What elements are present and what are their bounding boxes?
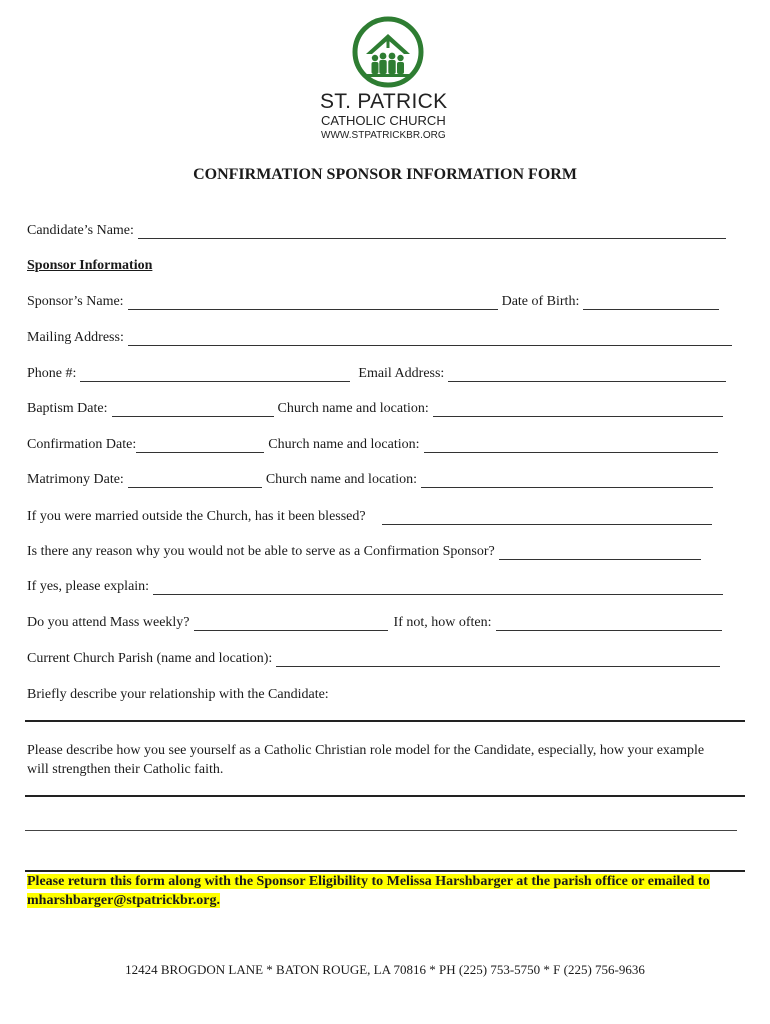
candidate-name-label: Candidate’s Name:	[27, 223, 134, 238]
married-outside-field[interactable]	[382, 510, 712, 525]
mailing-address-field[interactable]	[128, 331, 732, 346]
org-subtitle: CATHOLIC CHURCH	[321, 113, 446, 128]
baptism-church-label: Church name and location:	[277, 401, 429, 416]
mailing-address-row	[27, 328, 732, 346]
baptism-row	[27, 399, 723, 417]
confirmation-date-label: Confirmation Date:	[27, 437, 137, 452]
married-outside-row	[27, 507, 712, 525]
explain-label: If yes, please explain:	[27, 579, 150, 594]
sponsor-name-label: Sponsor’s Name:	[27, 294, 124, 309]
how-often-field[interactable]	[496, 616, 722, 631]
phone-field[interactable]	[80, 367, 350, 382]
candidate-name-field[interactable]	[138, 224, 726, 239]
phone-label: Phone #:	[27, 366, 77, 381]
mass-weekly-field[interactable]	[194, 616, 388, 631]
return-notice	[27, 872, 737, 910]
baptism-date-field[interactable]	[112, 402, 274, 417]
footer-address: 12424 BROGDON LANE * BATON ROUGE, LA 70816 * PH (225) 753-5750 * F (225) 756-9636	[125, 962, 645, 977]
explain-field[interactable]	[153, 580, 723, 595]
sponsor-name-field[interactable]	[128, 295, 498, 310]
baptism-date-label: Baptism Date:	[27, 401, 108, 416]
current-parish-label: Current Church Parish (name and location):	[27, 651, 273, 666]
role-model-answer-line-1[interactable]	[25, 795, 745, 797]
matrimony-church-label: Church name and location:	[265, 472, 418, 487]
current-parish-row	[27, 649, 720, 667]
email-label: Email Address:	[358, 366, 445, 381]
mass-weekly-label: Do you attend Mass weekly?	[27, 615, 190, 630]
org-url: WWW.STPATRICKBR.ORG	[321, 130, 446, 141]
matrimony-church-field[interactable]	[421, 473, 713, 488]
reason-field[interactable]	[499, 545, 701, 560]
role-model-prompt: Please describe how you see yourself as a Catholic Christian role model for the Candidate, especially, how your example will strengthen their Catholic faith.	[27, 743, 705, 777]
confirmation-row	[27, 435, 718, 453]
explain-row	[27, 577, 723, 595]
confirmation-church-label: Church name and location:	[268, 437, 420, 452]
current-parish-field[interactable]	[276, 652, 720, 667]
married-outside-label: If you were married outside the Church, has it been blessed?	[27, 509, 366, 524]
reason-label: Is there any reason why you would not be able to serve as a Confirmation Sponsor?	[27, 544, 495, 559]
matrimony-date-field[interactable]	[128, 473, 262, 488]
how-often-label: If not, how often:	[393, 615, 492, 630]
mailing-address-label: Mailing Address:	[27, 330, 124, 345]
confirmation-church-field[interactable]	[424, 438, 718, 453]
role-model-answer-line-2[interactable]	[25, 830, 737, 831]
relationship-row	[27, 685, 329, 703]
form-title: CONFIRMATION SPONSOR INFORMATION FORM	[193, 166, 577, 183]
section-heading: Sponsor Information	[27, 258, 153, 273]
matrimony-date-label: Matrimony Date:	[27, 472, 124, 487]
relationship-answer-line[interactable]	[25, 720, 745, 722]
candidate-name-row	[27, 221, 726, 239]
mass-weekly-row	[27, 613, 722, 631]
church-family-logo-icon	[352, 16, 424, 88]
matrimony-row	[27, 470, 713, 488]
sponsor-name-row	[27, 292, 719, 310]
dob-field[interactable]	[583, 295, 719, 310]
email-field[interactable]	[448, 367, 726, 382]
baptism-church-field[interactable]	[433, 402, 723, 417]
reason-row	[27, 542, 701, 560]
phone-email-row	[27, 364, 726, 382]
relationship-label: Briefly describe your relationship with the Candidate:	[27, 687, 329, 702]
dob-label: Date of Birth:	[501, 294, 580, 309]
org-name: ST. PATRICK	[320, 90, 448, 113]
confirmation-date-field[interactable]	[136, 438, 264, 453]
return-notice-text: Please return this form along with the Sponsor Eligibility to Melissa Harshbarger at the parish office or emailed to mharshbarger@stpatrickbr.org.	[27, 874, 710, 908]
